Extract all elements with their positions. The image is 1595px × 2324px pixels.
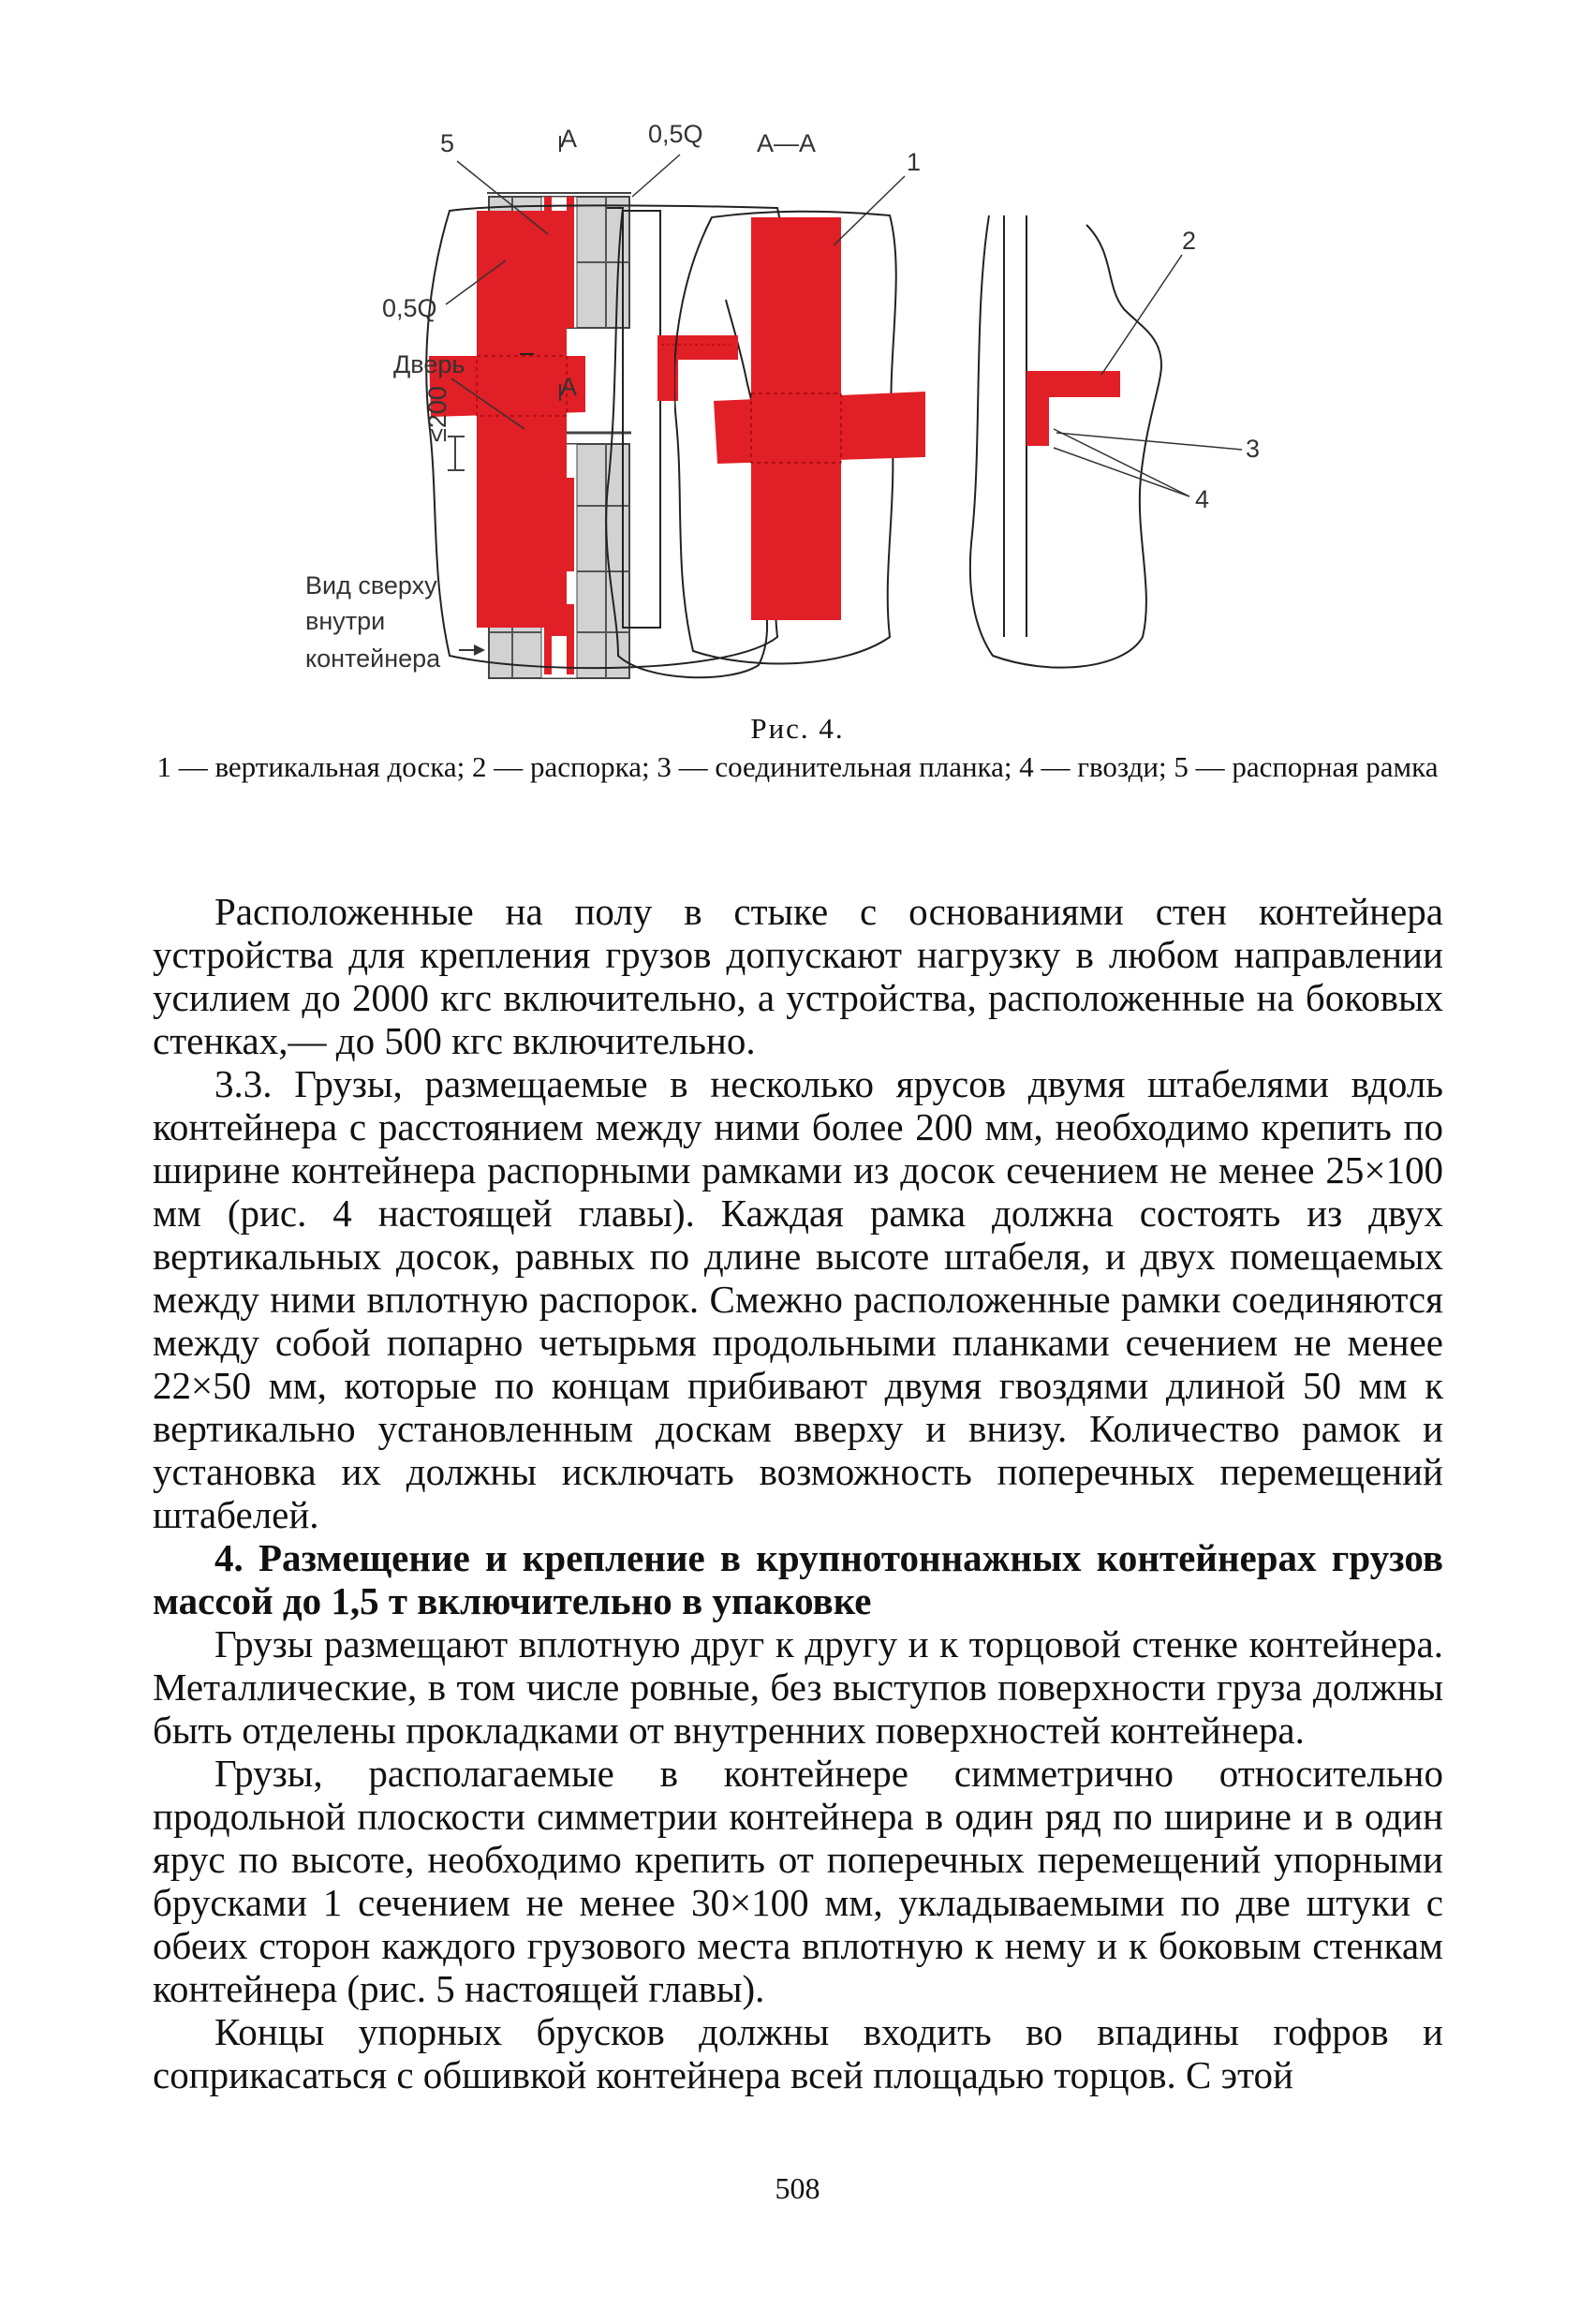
- paragraph-1: Расположенные на полу в стыке с основаниями стен контейнера устройства для крепления грузов допускают нагрузку в любом направлении усилием до 2000 кгс включительно, а устройства, расположенные на боковых стенках,— до 500 кгс включительно.: [153, 890, 1443, 1062]
- body-text: [153, 890, 1443, 2096]
- figure-caption-legend: 1 — вертикальная доска; 2 — распорка; 3 — соединительная планка; 4 — гвозди; 5 — распорная рамка: [156, 750, 1439, 783]
- callout-3: 3: [1246, 435, 1261, 463]
- view-label-line1: Вид сверху: [305, 571, 437, 600]
- view-label-line3: контейнера: [305, 644, 441, 673]
- figure-caption-title: Рис. 4.: [750, 712, 845, 745]
- paragraph-bar-ends: Концы упорных брусков должны входить во впадины гофров и соприкасаться с обшивкой контейнера всей площадью торцов. С этой: [153, 2010, 1443, 2096]
- callout-1: 1: [907, 148, 922, 176]
- door-label: Дверь: [393, 350, 465, 378]
- section-marker-a-top: A: [560, 125, 578, 153]
- callout-2: 2: [1182, 227, 1197, 255]
- section-heading-4: 4. Размещение и крепление в крупнотоннажных контейнерах грузов массой до 1,5 т включительно в упаковке: [153, 1536, 1443, 1622]
- section-title: A—A: [757, 129, 817, 157]
- load-label-left: 0,5Q: [382, 294, 437, 322]
- paragraph-3-3: 3.3. Грузы, размещаемые в несколько ярусов двумя штабелями вдоль контейнера с расстоянием между ними более 200 мм, необходимо крепить по ширине контейнера распорными рамками из досок сечением не менее 25×100 мм (рис. 4 настоящей главы). Каждая рамка должна состоять из двух вертикальных досок, равных по длине высоте штабеля, и двух помещаемых между ними вплотную распорок. Смежно расположенные рамки соединяются между собой попарно четырьмя продольными планками сечением не менее 22×50 мм, которые по концам прибивают двумя гвоздями длиной 50 мм к вертикально установленным доскам вверху и внизу. Количество рамок и установка их должны исключать возможность поперечных перемещений штабелей.: [153, 1062, 1443, 1536]
- gap-dimension: ≤200: [423, 386, 451, 442]
- view-label-line2: внутри: [305, 607, 386, 635]
- callout-5: 5: [440, 129, 455, 157]
- callout-4: 4: [1195, 485, 1210, 513]
- paragraph-placement: Грузы размещают вплотную друг к другу и к торцовой стенке контейнера. Металлические, в том числе ровные, без выступов поверхности груза должны быть отделены прокладками от внутренних поверхностей контейнера.: [153, 1622, 1443, 1752]
- load-label-top: 0,5Q: [648, 120, 703, 148]
- figure-4-callouts: [0, 0, 1595, 712]
- paragraph-fastening: Грузы, располагаемые в контейнере симметрично относительно продольной плоскости симметрии контейнера в один ряд по ширине и в один ярус по высоте, необходимо крепить от поперечных перемещений упорными брусками 1 сечением не менее 30×100 мм, укладываемыми по две штуки с обеих сторон каждого грузового места вплотную к нему и к боковым стенкам контейнера (рис. 5 настоящей главы).: [153, 1752, 1443, 2010]
- page-number: 508: [775, 2171, 820, 2205]
- section-marker-a-bottom: A: [560, 373, 578, 401]
